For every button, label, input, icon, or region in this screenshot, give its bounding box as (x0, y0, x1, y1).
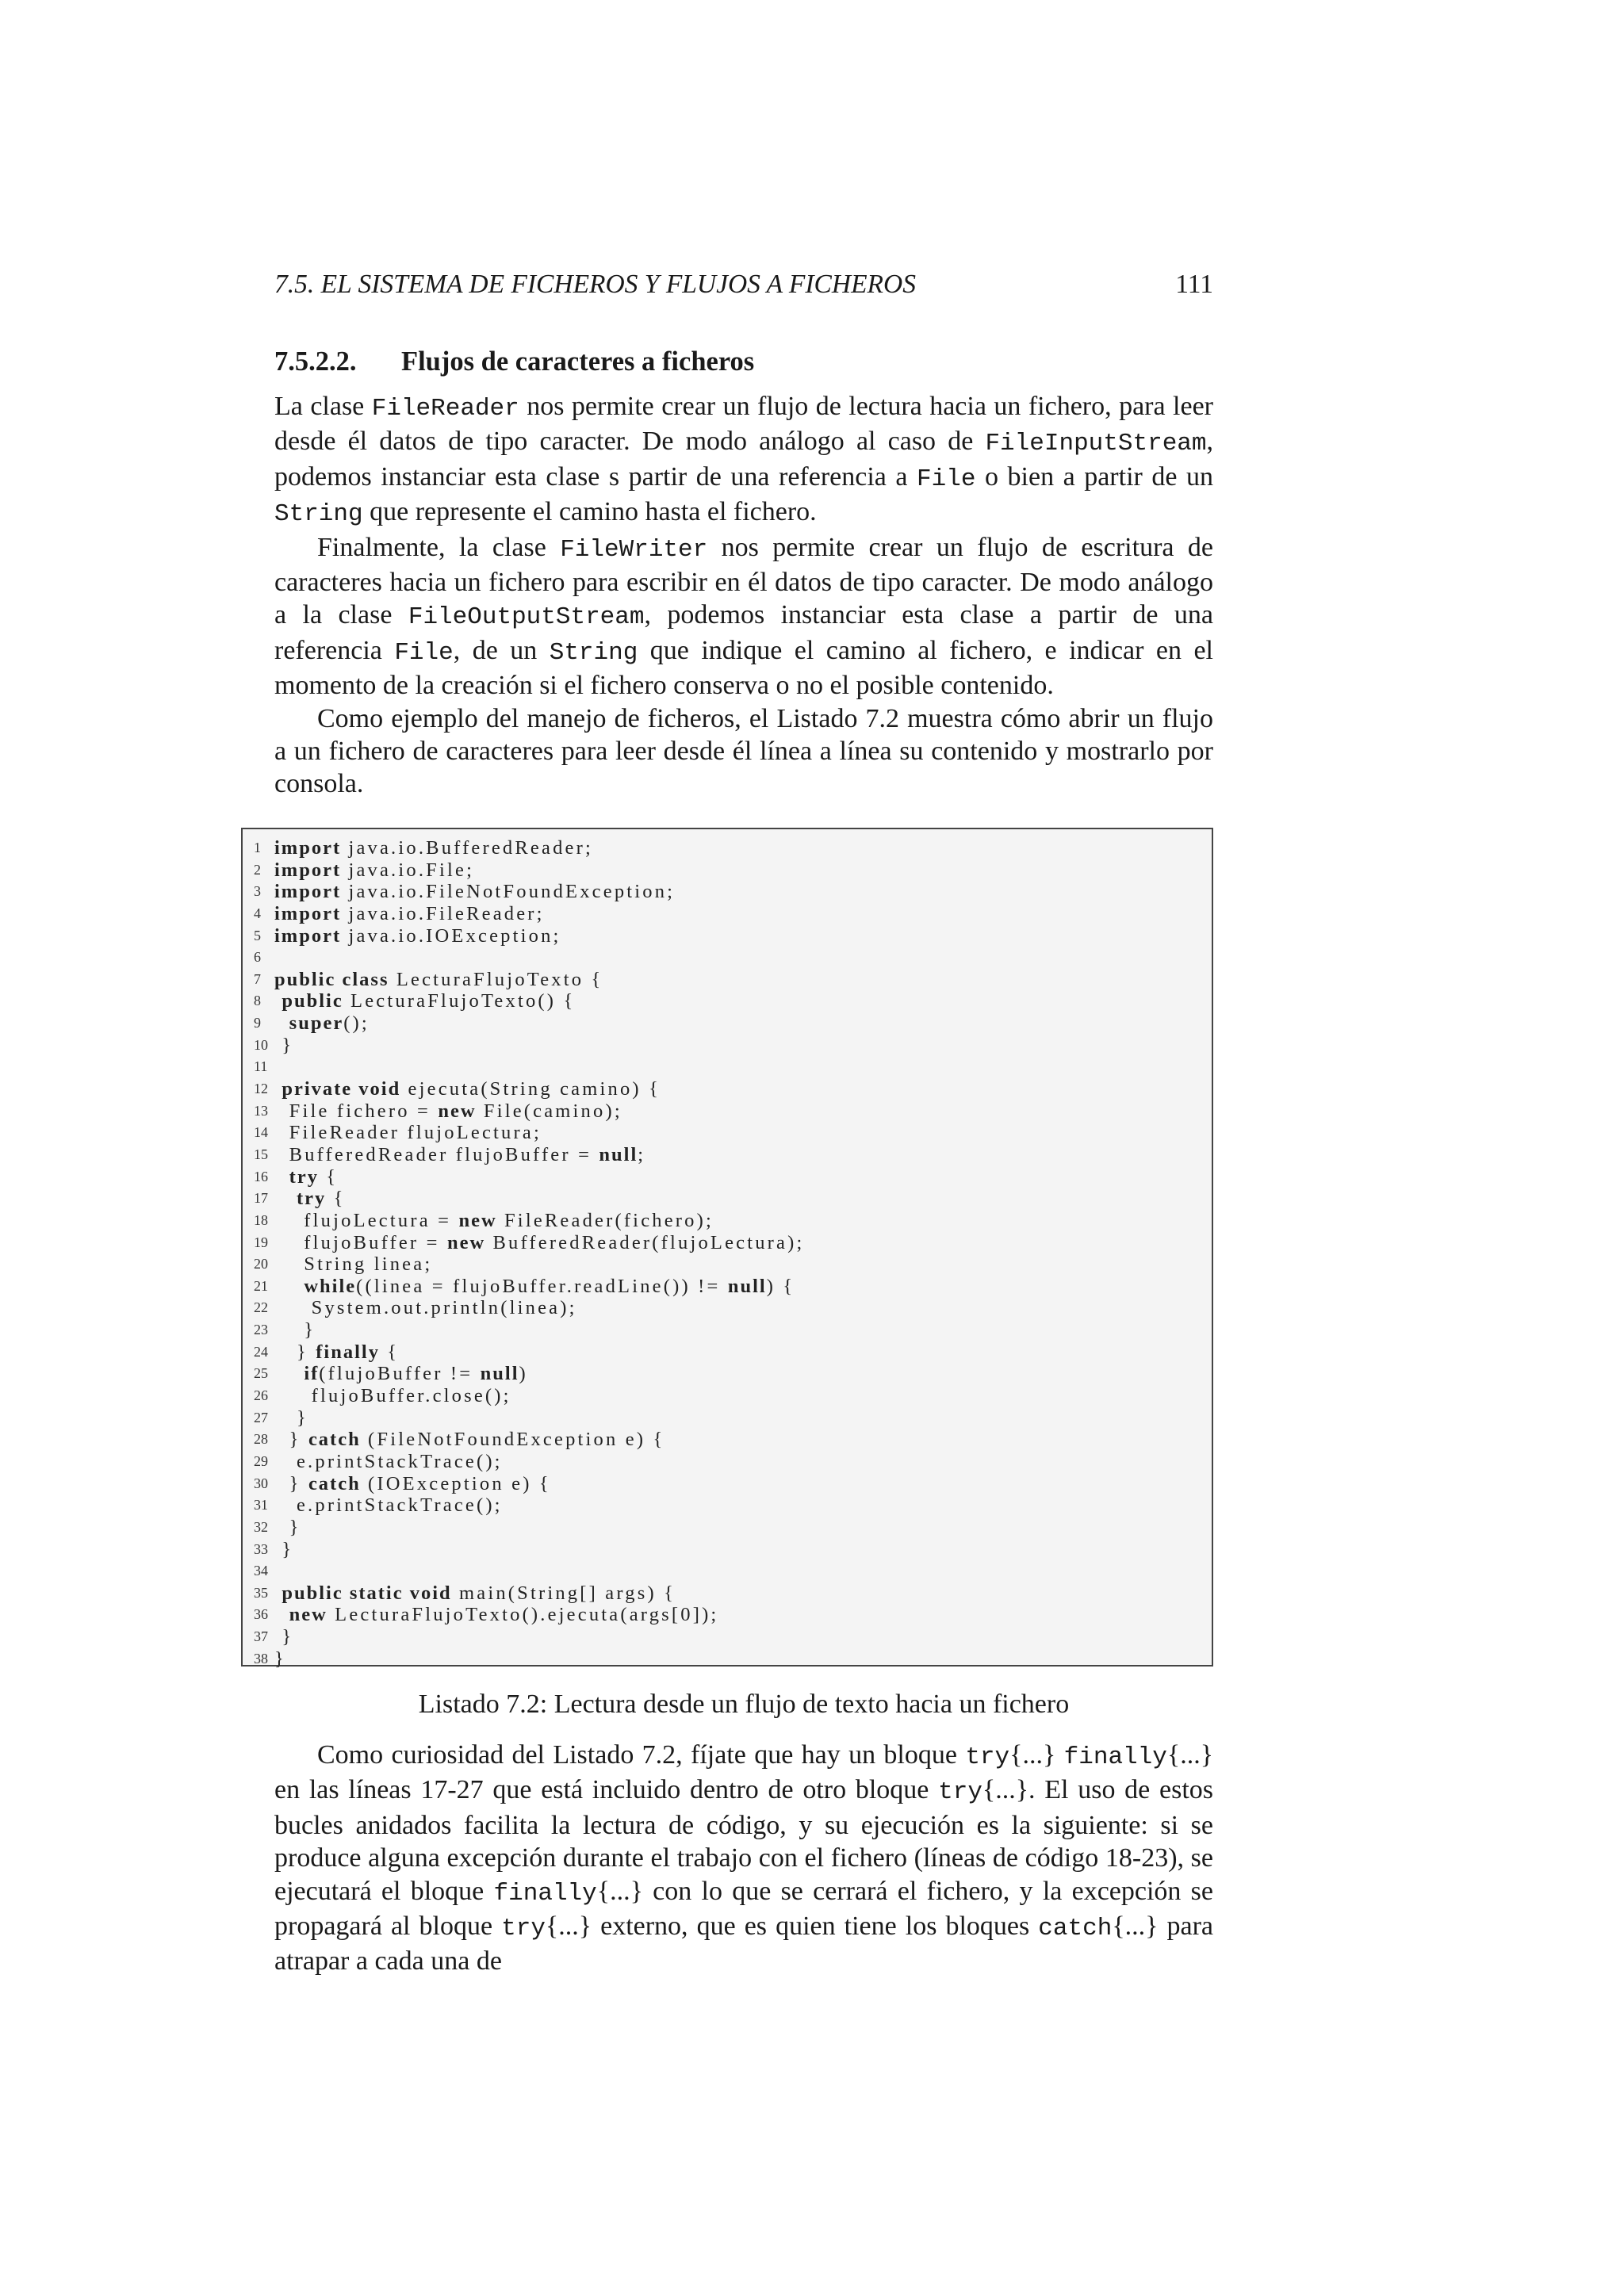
text-run: {...} (1009, 1740, 1064, 1770)
code-line (243, 1078, 1212, 1100)
code-keyword: null (727, 1275, 767, 1297)
code-text: } finally { (274, 1341, 400, 1363)
line-number: 20 (254, 1256, 268, 1272)
code-line (243, 1494, 1212, 1517)
code-line (243, 1122, 1212, 1144)
line-number: 21 (254, 1277, 268, 1294)
code-text: while((linea = flujoBuffer.readLine()) != null) { (304, 1275, 795, 1297)
inline-code: catch (1038, 1915, 1113, 1943)
paragraph-example-intro (274, 702, 1213, 801)
code-text: import java.io.File; (274, 859, 475, 881)
code-line (243, 1232, 1212, 1254)
code-text: } catch (IOException e) { (274, 1472, 551, 1494)
code-line (243, 1582, 1212, 1605)
inline-code: FileInputStream (985, 430, 1207, 458)
code-line (243, 1604, 1212, 1626)
page-number: 111 (1175, 270, 1213, 299)
text-run: , podemos instanciar esta clase s partir de una referencia a (274, 427, 1213, 492)
line-number: 1 (254, 840, 261, 855)
inline-code: FileReader (371, 395, 519, 423)
code-line (243, 1407, 1212, 1429)
paragraph-curiosity (274, 1739, 1213, 1978)
listing-caption: Listado 7.2: Lectura desde un flujo de texto hacia un fichero (418, 1689, 1070, 1719)
text-run: La clase (274, 392, 372, 421)
code-text: flujoLectura = new FileReader(fichero); (274, 1209, 714, 1231)
code-text: try { (296, 1188, 346, 1210)
code-line (243, 1276, 1212, 1298)
line-number: 29 (254, 1452, 268, 1469)
inline-code: try (938, 1778, 982, 1807)
text-run: que indique el camino al fichero, e indicar en el momento de la creación si el fichero conserva o no el posible contenido. (274, 635, 1213, 701)
code-keyword: catch (308, 1472, 361, 1494)
line-number: 15 (254, 1146, 268, 1162)
inline-code: try (501, 1915, 546, 1943)
code-text: BufferedReader flujoBuffer = null; (274, 1143, 646, 1165)
text-run: {...} externo, que es quien tiene los bloques (545, 1911, 1039, 1942)
text-run: , podemos instanciar esta clase a partir de una referencia (274, 600, 1213, 665)
text-run: nos permite crear un flujo de escritura de caracteres hacia un fichero para escribir en él datos de tipo caracter. De modo análogo a la clase (274, 532, 1213, 630)
code-keyword: if (304, 1363, 320, 1385)
line-number: 33 (254, 1540, 268, 1557)
code-line (243, 1188, 1212, 1210)
code-text: flujoBuffer = new BufferedReader(flujoLectura); (274, 1231, 805, 1253)
code-line (243, 1100, 1212, 1123)
code-line (243, 903, 1212, 925)
code-text: } (274, 1319, 316, 1341)
body-text-block-1 (274, 390, 1213, 801)
line-number: 16 (254, 1168, 268, 1184)
code-line (243, 881, 1212, 903)
code-keyword: public static void (282, 1582, 452, 1604)
code-line (243, 1648, 1212, 1670)
code-keyword: new (289, 1604, 327, 1626)
line-number: 6 (254, 949, 261, 966)
code-text: if(flujoBuffer != null) (304, 1363, 528, 1385)
line-number: 30 (254, 1475, 268, 1491)
code-keyword: import (274, 902, 342, 924)
code-text: } (274, 1538, 294, 1560)
line-number: 13 (254, 1102, 268, 1119)
section-title: Flujos de caracteres a ficheros (401, 346, 755, 377)
code-line (243, 1166, 1212, 1188)
line-number: 36 (254, 1606, 268, 1623)
line-number: 19 (254, 1234, 268, 1250)
line-number: 38 (254, 1650, 268, 1667)
text-run: , de un (453, 635, 550, 665)
code-keyword: while (304, 1275, 357, 1297)
code-keyword: public class (274, 968, 389, 990)
line-number: 24 (254, 1343, 268, 1360)
paragraph-filewriter (274, 531, 1213, 702)
inline-code: try (965, 1743, 1010, 1771)
code-line (243, 1429, 1212, 1451)
line-number: 7 (254, 970, 261, 987)
code-keyword: new (446, 1231, 486, 1253)
line-number: 10 (254, 1036, 268, 1053)
code-line (243, 1560, 1212, 1582)
line-number: 3 (254, 883, 261, 900)
text-run: Como ejemplo del manejo de ficheros, el Listado 7.2 muestra cómo abrir un flujo a un fichero de caracteres para leer desde él línea a línea su contenido y mostrarlo por consola. (274, 703, 1213, 799)
inline-code: FileOutputStream (408, 603, 645, 632)
code-keyword: private void (282, 1078, 401, 1100)
line-number: 28 (254, 1431, 268, 1448)
code-text: try { (289, 1165, 339, 1188)
code-line (243, 969, 1212, 991)
line-number: 9 (254, 1015, 261, 1031)
code-text: e.printStackTrace(); (274, 1450, 503, 1472)
code-keyword: catch (308, 1429, 361, 1451)
text-run: nos permite crear un flujo de lectura hacia un fichero, para leer desde él datos de tipo caracter. De modo análogo al caso de (274, 392, 1213, 457)
code-listing (241, 828, 1213, 1670)
line-number: 18 (254, 1211, 268, 1228)
line-number: 26 (254, 1387, 268, 1404)
code-line (243, 859, 1212, 882)
code-text: import java.io.IOException; (274, 924, 561, 947)
inline-code: File (394, 638, 454, 667)
text-run: {...}. El uso de estos bucles anidados facilita la lectura de código, y su ejecución es la siguiente: si se produce alguna excepción durante el trabajo con el fichero (líneas de código 18-23), se ejecutará el bloque (274, 1775, 1213, 1906)
code-line (243, 1385, 1212, 1407)
code-keyword: import (274, 881, 342, 903)
code-line (243, 1035, 1212, 1057)
text-run: que represente el camino hasta el fichero. (362, 497, 817, 527)
code-keyword: try (289, 1165, 319, 1188)
line-number: 25 (254, 1365, 268, 1382)
text-run: o bien a partir de un (975, 461, 1213, 492)
line-number: 22 (254, 1299, 268, 1316)
code-text: import java.io.BufferedReader; (274, 837, 593, 859)
inline-code: String (274, 500, 363, 529)
line-number: 5 (254, 927, 261, 943)
code-line (243, 837, 1212, 859)
code-keyword: new (458, 1209, 497, 1231)
code-line (243, 1144, 1212, 1166)
text-run: {...} con lo que se cerrará el fichero, y la excepción se propagará al bloque (274, 1876, 1213, 1942)
code-keyword: try (296, 1188, 327, 1210)
code-text: } (274, 1626, 294, 1648)
line-number: 37 (254, 1628, 268, 1645)
code-text: public class LecturaFlujoTexto { (274, 968, 603, 990)
code-line (243, 1210, 1212, 1232)
code-text: e.printStackTrace(); (274, 1494, 503, 1517)
code-line (243, 925, 1212, 947)
inline-code: finally (493, 1879, 597, 1908)
code-keyword: public (282, 990, 343, 1012)
code-text: import java.io.FileReader; (274, 902, 545, 924)
code-keyword: super (289, 1012, 344, 1035)
line-number: 8 (254, 993, 261, 1009)
code-line (243, 1319, 1212, 1341)
code-line (243, 947, 1212, 969)
code-text: private void ejecuta(String camino) { (282, 1078, 661, 1100)
line-number: 32 (254, 1518, 268, 1535)
code-text: } (274, 1034, 294, 1056)
section-heading (274, 343, 754, 380)
line-number: 14 (254, 1124, 268, 1141)
code-text: public LecturaFlujoTexto() { (282, 990, 576, 1012)
section-number: 7.5.2.2. (274, 346, 357, 377)
code-keyword: new (438, 1100, 477, 1122)
code-text: System.out.println(linea); (274, 1297, 577, 1319)
code-line (243, 1297, 1212, 1319)
code-text: } (274, 1406, 308, 1429)
code-keyword: null (480, 1363, 519, 1385)
line-number: 27 (254, 1409, 268, 1425)
code-keyword: import (274, 837, 342, 859)
code-line (243, 1539, 1212, 1561)
code-line (243, 1363, 1212, 1385)
line-number: 11 (254, 1058, 268, 1075)
code-keyword: finally (316, 1341, 380, 1363)
line-number: 2 (254, 861, 261, 878)
code-text: } (274, 1516, 301, 1538)
code-line (243, 1473, 1212, 1495)
text-run: Como curiosidad del Listado 7.2, fíjate que hay un bloque (317, 1740, 966, 1770)
code-text: public static void main(String[] args) { (282, 1582, 676, 1604)
code-text: super(); (289, 1012, 370, 1035)
line-number: 34 (254, 1563, 268, 1579)
code-keyword: import (274, 859, 342, 881)
code-line (243, 1451, 1212, 1473)
code-line (243, 1253, 1212, 1276)
line-number: 17 (254, 1190, 268, 1207)
body-text-block-2 (274, 1739, 1213, 1978)
code-text: flujoBuffer.close(); (274, 1385, 511, 1407)
code-text: File fichero = new File(camino); (274, 1100, 622, 1122)
code-text: String linea; (274, 1253, 433, 1276)
code-text: } catch (FileNotFoundException e) { (274, 1429, 665, 1451)
code-keyword: import (274, 924, 342, 947)
running-header-title: 7.5. EL SISTEMA DE FICHEROS Y FLUJOS A FICHEROS (274, 270, 916, 299)
inline-code: FileWriter (560, 535, 708, 564)
inline-code: File (917, 465, 976, 493)
inline-code: String (549, 638, 638, 667)
line-number: 35 (254, 1584, 268, 1601)
line-number: 12 (254, 1081, 268, 1097)
line-number: 4 (254, 905, 261, 921)
running-header (274, 266, 1213, 303)
paragraph-filereader (274, 390, 1213, 531)
code-keyword: null (599, 1143, 638, 1165)
code-line (243, 1517, 1212, 1539)
code-text: FileReader flujoLectura; (274, 1122, 542, 1144)
line-number: 23 (254, 1322, 268, 1338)
text-run: Finalmente, la clase (317, 532, 561, 562)
code-text: import java.io.FileNotFoundException; (274, 881, 676, 903)
text-run: {...} en las líneas 17-27 que está incluido dentro de otro bloque (274, 1740, 1214, 1805)
code-line (243, 1012, 1212, 1035)
code-line (243, 1626, 1212, 1648)
code-line (243, 1341, 1212, 1364)
code-line (243, 1056, 1212, 1078)
text-run: {...} para atrapar a cada una de (274, 1911, 1213, 1976)
inline-code: finally (1063, 1743, 1167, 1771)
code-line (243, 990, 1212, 1012)
code-text: new LecturaFlujoTexto().ejecuta(args[0]); (289, 1604, 719, 1626)
line-number: 31 (254, 1497, 268, 1513)
code-text: } (274, 1647, 286, 1670)
